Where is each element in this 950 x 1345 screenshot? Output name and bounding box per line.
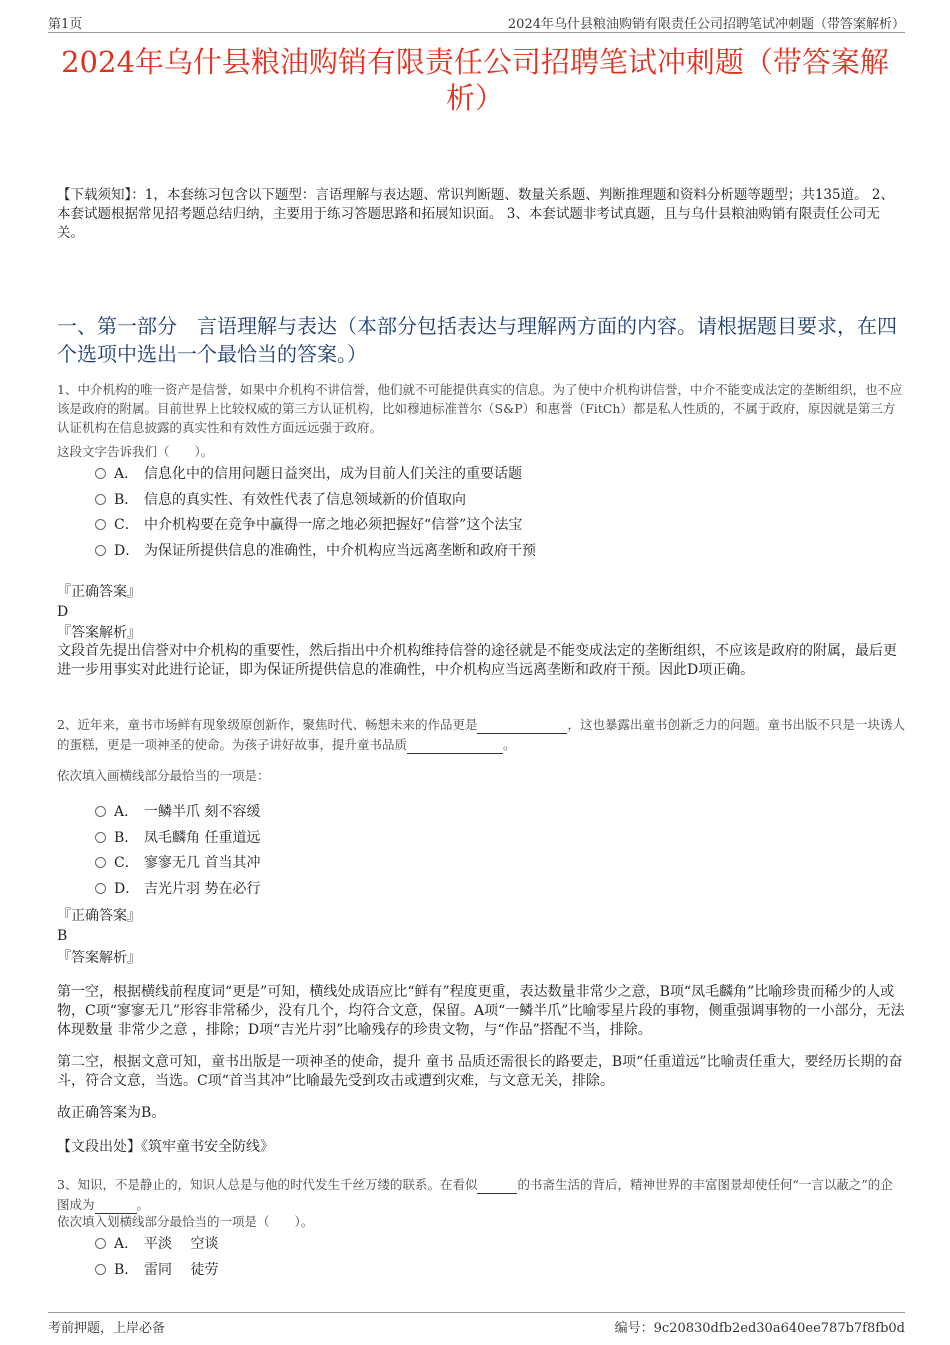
answer-label: 『正确答案』 <box>57 584 141 600</box>
analysis-label: 『答案解析』 <box>57 950 141 966</box>
option-a[interactable]: A． 平淡 空谈 <box>95 1232 218 1258</box>
fill-blank <box>477 1174 517 1194</box>
radio-icon[interactable] <box>95 545 106 556</box>
radio-icon[interactable] <box>95 857 106 868</box>
question-3-stem: 3、知识，不是静止的，知识人总是与他的时代发生千丝万缕的联系。在看似 的书斋生活的背后，精神世界的丰富图景却使任何“一言以蔽之”的企图成为 。 <box>57 1174 905 1214</box>
option-c[interactable]: C． 中介机构要在竞争中赢得一席之地必须把握好“信誉”这个法宝 <box>95 513 536 539</box>
document-id: 编号：9c20830dfb2ed30a640ee787b7f8fb0d <box>614 1321 905 1336</box>
question-2-prompt: 依次填入画横线部分最恰当的一项是： <box>57 768 270 783</box>
question-3-options <box>95 1232 218 1283</box>
footer-slogan: 考前押题，上岸必备 <box>48 1321 166 1336</box>
question-1-prompt: 这段文字告诉我们（ ）。 <box>57 444 214 459</box>
fill-blank <box>407 734 503 754</box>
fill-blank <box>95 1194 137 1214</box>
radio-icon[interactable] <box>95 494 106 505</box>
fill-blank <box>477 714 567 734</box>
radio-icon[interactable] <box>95 883 106 894</box>
section-heading: 一、第一部分 言语理解与表达（本部分包括表达与理解两方面的内容。请根据题目要求，在四个选项中选出一个最恰当的答案。） <box>57 314 897 366</box>
analysis-text: 文段首先提出信誉对中介机构的重要性，然后指出中介机构维持信誉的途径就是不能变成法定的垄断组织，不应该是政府的附属，最后更进一步用事实对此进行论证，即为保证所提供信息的准确性，中介机构应当远离垄断和政府干预。因此D项正确。 <box>57 643 897 678</box>
question-1-options <box>95 462 536 564</box>
question-2-stem: 2、近年来，童书市场鲜有现象级原创新作，聚焦时代、畅想未来的作品更是 ，这也暴露出童书创新乏力的问题。童书出版不只是一块诱人的蛋糕，更是一项神圣的使命。为孩子讲好故事，提升童书品质 。 <box>57 714 905 754</box>
page-footer <box>48 1312 905 1335</box>
option-b[interactable]: B． 信息的真实性、有效性代表了信息领域新的价值取向 <box>95 488 536 514</box>
radio-icon[interactable] <box>95 832 106 843</box>
radio-icon[interactable] <box>95 1238 106 1249</box>
option-d[interactable]: D． 吉光片羽 势在必行 <box>95 877 260 903</box>
radio-icon[interactable] <box>95 519 106 530</box>
radio-icon[interactable] <box>95 468 106 479</box>
option-a[interactable]: A． 信息化中的信用问题日益突出，成为目前人们关注的重要话题 <box>95 462 536 488</box>
option-c[interactable]: C． 寥寥无几 首当其冲 <box>95 851 260 877</box>
document-title: 2024年乌什县粮油购销有限责任公司招聘笔试冲刺题（带答案解析） <box>61 45 889 115</box>
question-2-options <box>95 800 260 902</box>
analysis-label: 『答案解析』 <box>57 625 141 641</box>
question-3-prompt: 依次填入划横线部分最恰当的一项是（ ）。 <box>57 1214 314 1229</box>
answer-label: 『正确答案』 <box>57 908 141 924</box>
analysis-paragraph-2: 第二空，根据文意可知，童书出版是一项神圣的使命，提升 童书 品质还需很长的路要走，B项“任重道远”比喻责任重大，要经历长期的奋斗，符合文意，当选。C项“首当其冲”比喻最先受到攻击或遭到灾难，与文意无关，排除。 <box>57 1054 903 1089</box>
analysis-paragraph-1: 第一空，根据横线前程度词“更是”可知，横线处成语应比“鲜有”程度更重，表达数量非常少之意，B项“凤毛麟角”比喻珍贵而稀少的人或物，C项“寥寥无几”形容非常稀少，没有几个，均符合文意，保留。A项“一鳞半爪”比喻零星片段的事物，侧重强调事物的一小部分，无法体现数量 非常少之意 ，排除；D项“吉光片羽”比喻残存的珍贵文物，与“作品”搭配不当，排除。 <box>57 984 905 1038</box>
radio-icon[interactable] <box>95 1264 106 1275</box>
option-d[interactable]: D． 为保证所提供信息的准确性，中介机构应当远离垄断和政府干预 <box>95 539 536 565</box>
answer-value: D <box>57 604 69 620</box>
option-a[interactable]: A． 一鳞半爪 刻不容缓 <box>95 800 260 826</box>
page-header <box>48 10 905 33</box>
question-1-stem: 1、中介机构的唯一资产是信誉，如果中介机构不讲信誉，他们就不可能提供真实的信息。为了使中介机构讲信誉，中介不能变成法定的垄断组织，也不应该是政府的附属。目前世界上比较权威的第三方认证机构，比如穆迪标准普尔（S&P）和惠誉（FitCh）都是私人性质的，不属于政府，原因就是第三方认证机构在信息披露的真实性和有效性方面远远强于政府。 <box>57 382 903 435</box>
page-number: 第1页 <box>48 17 83 32</box>
text-source: 【文段出处】《筑牢童书安全防线》 <box>57 1139 274 1155</box>
analysis-conclusion: 故正确答案为B。 <box>57 1105 166 1121</box>
radio-icon[interactable] <box>95 806 106 817</box>
option-b[interactable]: B． 雷同 徒劳 <box>95 1258 218 1284</box>
header-doc-title: 2024年乌什县粮油购销有限责任公司招聘笔试冲刺题（带答案解析） <box>507 17 905 32</box>
option-b[interactable]: B． 凤毛麟角 任重道远 <box>95 826 260 852</box>
download-notice: 【下载须知】：1，本套练习包含以下题型：言语理解与表达题、常识判断题、数量关系题、判断推理题和资料分析题等题型；共135道。 2、本套试题根据常见招考题总结归纳，主要用于练习答题思路和拓展知识面。 3、本套试题非考试真题，且与乌什县粮油购销有限责任公司无关。 <box>57 187 894 241</box>
answer-value: B <box>57 928 68 944</box>
